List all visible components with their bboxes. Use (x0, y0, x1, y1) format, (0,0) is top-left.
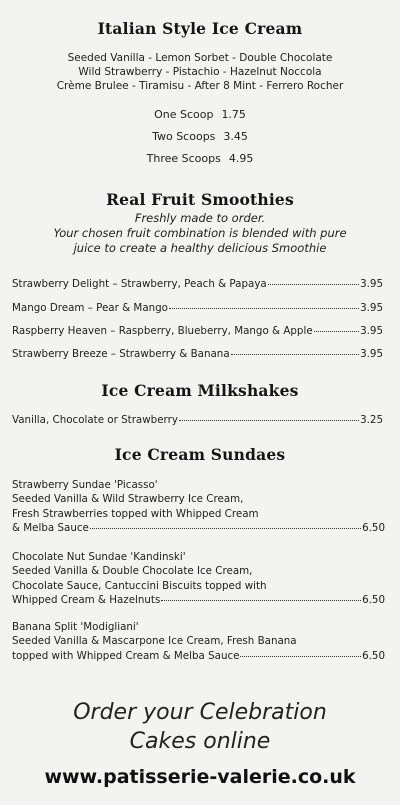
sundae-item (12, 478, 385, 536)
flavour-line: Crème Brulee - Tiramisu - After 8 Mint - Ferrero Rocher (56, 80, 344, 92)
sundae-price-line (12, 649, 385, 663)
dot-leader (90, 528, 361, 529)
scoop-price: 4.95 (228, 152, 254, 165)
sundaes-heading: Ice Cream Sundaes (114, 445, 286, 464)
scoop-label: Two Scoops (152, 130, 216, 143)
dot-leader (161, 600, 361, 601)
flavour-line: Wild Strawberry - Pistachio - Hazelnut Noccola (78, 66, 322, 78)
intro-line: juice to create a healthy delicious Smoothie (73, 241, 327, 255)
item-price: 6.50 (362, 594, 385, 607)
item-name: Vanilla, Chocolate or Strawberry (12, 414, 178, 426)
ice-cream-heading: Italian Style Ice Cream (97, 19, 303, 38)
sundae-item (12, 550, 385, 608)
item-name: Strawberry Delight – Strawberry, Peach & Papaya (12, 278, 267, 290)
menu-item-row (12, 301, 383, 315)
milkshakes-heading: Ice Cream Milkshakes (101, 381, 299, 400)
sundae-line: Seeded Vanilla & Wild Strawberry Ice Cream, (12, 493, 244, 506)
scoop-price-row (0, 152, 400, 165)
dot-leader (268, 284, 359, 285)
dot-leader (314, 331, 359, 332)
scoop-price-row (0, 108, 400, 121)
menu-item-row (12, 277, 383, 291)
scoop-label: One Scoop (154, 108, 214, 121)
dot-leader (240, 656, 361, 657)
sundae-item (12, 620, 385, 663)
item-name: Strawberry Breeze – Strawberry & Banana (12, 348, 230, 360)
sundae-price-line (12, 521, 385, 535)
sundae-line: Banana Split 'Modigliani' (12, 621, 139, 633)
item-price: 3.25 (360, 414, 383, 426)
smoothies-heading: Real Fruit Smoothies (106, 190, 294, 209)
item-name: Raspberry Heaven – Raspberry, Blueberry, Mango & Apple (12, 325, 313, 337)
menu-item-row (12, 413, 383, 427)
sundae-line: Chocolate Sauce, Cantuccini Biscuits topped with (12, 579, 267, 592)
sundae-line: Fresh Strawberries topped with Whipped Cream (12, 507, 259, 520)
celebration-cakes-promo (0, 698, 400, 756)
website-link[interactable]: www.patisserie-valerie.co.uk (44, 766, 356, 788)
promo-line: Order your Celebration (73, 700, 327, 725)
intro-line: Freshly made to order. (134, 211, 266, 225)
sundae-line: Strawberry Sundae 'Picasso' (12, 479, 158, 491)
scoop-price: 3.45 (223, 130, 248, 143)
item-price: 3.95 (360, 278, 383, 290)
scoop-label: Three Scoops (146, 152, 221, 165)
menu-item-row (12, 324, 383, 338)
item-price: 3.95 (360, 348, 383, 360)
item-price: 3.95 (360, 302, 383, 314)
item-price: 6.50 (362, 522, 385, 535)
menu-item-row (12, 347, 383, 361)
flavour-line: Seeded Vanilla - Lemon Sorbet - Double Chocolate (67, 52, 333, 64)
sundae-line: Whipped Cream & Hazelnuts (12, 594, 161, 607)
ice-cream-flavours (0, 51, 400, 93)
scoop-price-row (0, 130, 400, 143)
item-name: Mango Dream – Pear & Mango (12, 302, 168, 314)
intro-line: Your chosen fruit combination is blended with pure (53, 226, 347, 240)
dot-leader (169, 308, 359, 309)
promo-line: Cakes online (129, 729, 271, 754)
scoop-price: 1.75 (221, 108, 246, 121)
dot-leader (179, 420, 359, 421)
sundae-price-line (12, 593, 385, 607)
sundae-line: Seeded Vanilla & Mascarpone Ice Cream, Fresh Banana (12, 635, 297, 648)
sundae-line: Chocolate Nut Sundae 'Kandinski' (12, 551, 186, 563)
sundae-line: & Melba Sauce (12, 522, 89, 535)
smoothies-intro (0, 211, 400, 256)
item-price: 6.50 (362, 649, 385, 662)
sundae-line: topped with Whipped Cream & Melba Sauce (12, 649, 240, 662)
dot-leader (231, 354, 359, 355)
sundae-line: Seeded Vanilla & Double Chocolate Ice Cream, (12, 565, 253, 578)
item-price: 3.95 (360, 325, 383, 337)
